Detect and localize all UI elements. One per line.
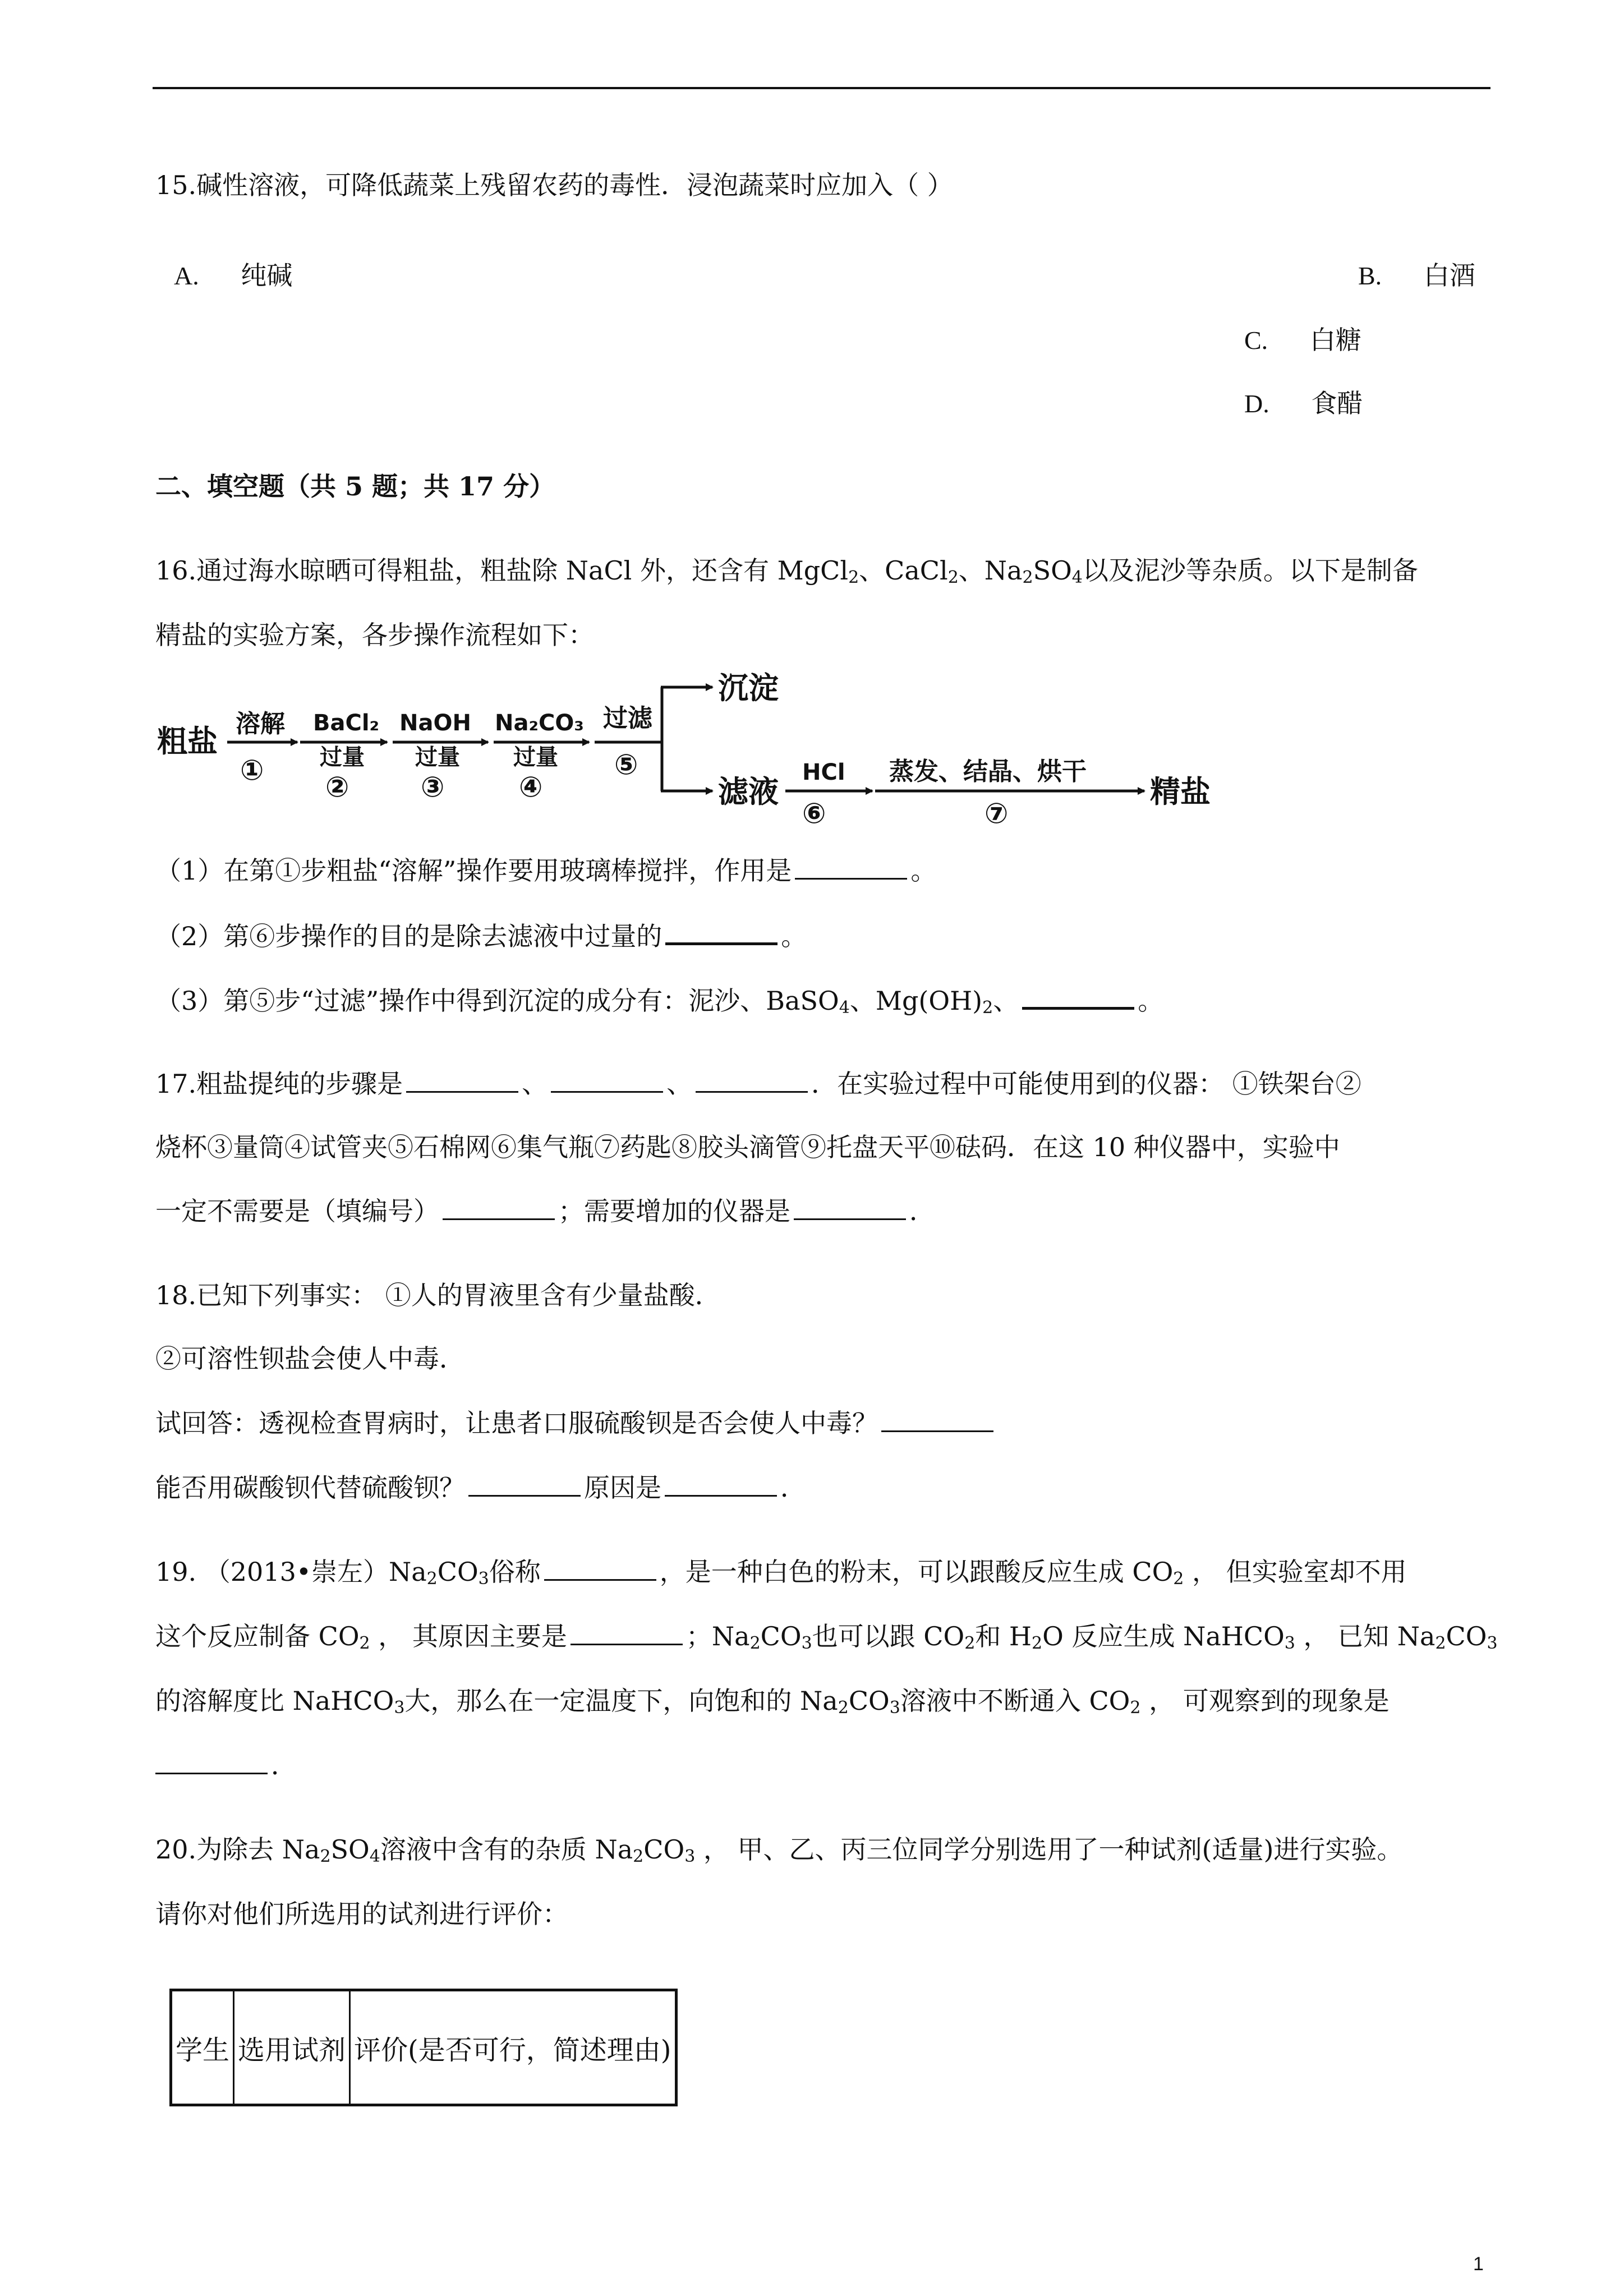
option-letter: C. <box>1244 326 1268 355</box>
step5-label: 过滤 <box>603 704 652 733</box>
text: 溶液中含有的杂质 Na <box>380 1834 633 1865</box>
step3-reagent: NaOH <box>399 710 471 736</box>
header-student: 学生 <box>171 1990 234 2105</box>
text: ，是一种白色的粉末，可以跟酸反应生成 CO <box>659 1557 1174 1587</box>
subscript: 2 <box>1022 568 1033 587</box>
text: （3）第⑤步“过滤”操作中得到沉淀的成分有：泥沙、BaSO <box>155 986 839 1016</box>
text: （1）在第①步粗盐“溶解”操作要用玻璃棒搅拌，作用是 <box>155 855 792 886</box>
option-letter: D. <box>1244 389 1269 418</box>
subscript: 3 <box>1284 1634 1295 1653</box>
step4-number: ④ <box>519 771 543 803</box>
q17-line3 <box>155 1196 935 1227</box>
text: O 反应生成 NaHCO <box>1042 1621 1285 1651</box>
text: ， 可观察到的现象是 <box>1140 1686 1390 1716</box>
text: 原因是 <box>584 1473 661 1503</box>
text: 这个反应制备 CO <box>155 1621 360 1651</box>
subscript: 2 <box>320 1847 331 1866</box>
subscript: 2 <box>359 1634 370 1653</box>
text: 大，那么在一定温度下，向饱和的 Na <box>404 1686 838 1716</box>
text: CO <box>1446 1621 1487 1651</box>
q19-line2 <box>155 1621 1498 1652</box>
text: ， 已知 Na <box>1295 1621 1436 1651</box>
option-letter: A. <box>174 261 199 290</box>
header-reagent: 选用试剂 <box>234 1990 350 2105</box>
step1-number: ① <box>240 754 264 786</box>
subscript: 2 <box>1173 1569 1184 1589</box>
subscript: 4 <box>839 998 850 1018</box>
text: 试回答：透视检查胃病时，让患者口服硫酸钡是否会使人中毒？ <box>155 1408 878 1438</box>
table-header-row <box>171 1990 677 2105</box>
step2-excess: 过量 <box>320 744 365 770</box>
subscript: 4 <box>369 1847 380 1866</box>
subscript: 2 <box>838 1698 849 1718</box>
answer-blank[interactable] <box>571 1621 683 1645</box>
q15-stem: 15.碱性溶液，可降低蔬菜上残留农药的毒性．浸泡蔬菜时应加入（ ） <box>155 170 953 200</box>
text: 、CaCl <box>859 555 948 586</box>
answer-blank[interactable] <box>443 1196 555 1220</box>
subscript: 2 <box>749 1634 761 1653</box>
subscript: 3 <box>801 1634 812 1653</box>
option-letter: B. <box>1358 261 1382 290</box>
subscript: 2 <box>1435 1634 1446 1653</box>
answer-blank[interactable] <box>155 1750 268 1774</box>
text: 17.粗盐提纯的步骤是 <box>155 1069 403 1099</box>
text: ． <box>909 1196 935 1226</box>
flow-end: 精盐 <box>1150 774 1211 809</box>
text: 、Na <box>958 555 1023 586</box>
step5-number: ⑤ <box>614 748 638 781</box>
header-rule <box>153 87 1490 89</box>
answer-blank[interactable] <box>551 1069 663 1093</box>
page-number: 1 <box>1473 2253 1484 2275</box>
text: SO <box>1033 555 1072 586</box>
text: 能否用碳酸钡代替硫酸钡？ <box>155 1473 465 1503</box>
evaluation-table <box>169 1989 678 2106</box>
text: CO <box>848 1686 890 1716</box>
answer-blank[interactable] <box>696 1069 808 1093</box>
q15-option-b <box>1358 255 1475 292</box>
q16-sub2 <box>155 920 807 952</box>
text: 的溶解度比 NaHCO <box>155 1686 394 1716</box>
q16-sub1 <box>155 855 936 886</box>
subscript: 2 <box>426 1569 438 1589</box>
filtrate-label: 滤液 <box>718 774 779 809</box>
text: CO <box>437 1557 479 1587</box>
text: CO <box>643 1834 685 1865</box>
text: 、 <box>522 1069 548 1099</box>
text: 。 <box>910 855 937 886</box>
text: 19. （2013•崇左）Na <box>155 1557 427 1587</box>
salt-purification-flowchart <box>157 670 1257 839</box>
subscript: 4 <box>1071 568 1083 587</box>
q19-line1 <box>155 1557 1407 1588</box>
q15-option-a <box>174 255 292 292</box>
subscript: 2 <box>848 568 859 587</box>
text: ， 其原因主要是 <box>370 1621 567 1651</box>
text: ．在实验过程中可能使用到的仪器： ①铁架台② <box>811 1069 1361 1099</box>
section-title: 二、填空题（共 5 题；共 17 分） <box>155 471 555 501</box>
step7-label: 蒸发、结晶、烘干 <box>889 757 1087 786</box>
text: （2）第⑥步操作的目的是除去滤液中过量的 <box>155 921 663 951</box>
text: 一定不需要是（填编号） <box>155 1196 439 1226</box>
text: 。 <box>1138 986 1164 1016</box>
q15-option-c <box>1244 320 1361 357</box>
text: SO <box>330 1834 370 1865</box>
subscript: 3 <box>478 1569 489 1589</box>
q18-line1: 18.已知下列事实： ①人的胃液里含有少量盐酸． <box>155 1280 721 1310</box>
text: ；需要增加的仪器是 <box>558 1196 790 1226</box>
q16-sub3 <box>155 984 1163 1016</box>
header-evaluation: 评价(是否可行，简述理由) <box>350 1990 676 2105</box>
flow-start: 粗盐 <box>157 724 218 759</box>
step1-label: 溶解 <box>236 710 285 738</box>
text: 也可以跟 CO <box>812 1621 965 1651</box>
text: ． <box>271 1750 297 1780</box>
q16-line2: 精盐的实验方案，各步操作流程如下： <box>155 620 594 650</box>
text: 和 H <box>975 1621 1032 1651</box>
subscript: 2 <box>982 998 993 1018</box>
step3-excess: 过量 <box>415 744 460 770</box>
q18-line4 <box>155 1473 806 1503</box>
text: ， 但实验室却不用 <box>1184 1557 1407 1587</box>
text: 、Mg(OH) <box>849 986 983 1016</box>
subscript: 3 <box>1487 1634 1498 1653</box>
q17-line2: 烧杯③量筒④试管夹⑤石棉网⑥集气瓶⑦药匙⑧胶头滴管⑨托盘天平⑩砝码．在这 10 种仪器中，实验中 <box>155 1132 1340 1162</box>
q19-line3 <box>155 1686 1390 1717</box>
step4-reagent: Na₂CO₃ <box>495 710 584 736</box>
step2-number: ② <box>325 771 349 803</box>
subscript: 2 <box>633 1847 644 1866</box>
subscript: 2 <box>947 568 959 587</box>
answer-blank[interactable] <box>406 1069 518 1093</box>
q20-line1 <box>155 1834 1402 1865</box>
text: 。 <box>781 921 807 951</box>
subscript: 3 <box>684 1847 696 1866</box>
q18-line2: ②可溶性钡盐会使人中毒． <box>155 1343 465 1374</box>
text: 俗称 <box>489 1557 541 1587</box>
q19-line4 <box>155 1750 297 1781</box>
text: ， 甲、乙、丙三位同学分别选用了一种试剂(适量)进行实验。 <box>695 1834 1403 1865</box>
answer-blank[interactable] <box>794 1196 906 1220</box>
text: 以及泥沙等杂质。以下是制备 <box>1082 555 1418 586</box>
answer-blank[interactable] <box>881 1408 993 1432</box>
answer-blank[interactable] <box>468 1473 581 1497</box>
subscript: 2 <box>1130 1698 1141 1718</box>
option-text: 白糖 <box>1309 325 1361 355</box>
option-text: 食醋 <box>1311 388 1363 418</box>
step6-number: ⑥ <box>802 797 826 830</box>
subscript: 3 <box>394 1698 405 1718</box>
option-text: 白酒 <box>1423 260 1475 291</box>
text: CO <box>760 1621 802 1651</box>
subscript: 2 <box>964 1634 976 1653</box>
option-text: 纯碱 <box>241 260 293 291</box>
step4-excess: 过量 <box>513 744 558 770</box>
text: 16.通过海水晾晒可得粗盐，粗盐除 NaCl 外，还含有 MgCl <box>155 555 849 586</box>
precipitate-label: 沉淀 <box>718 670 779 706</box>
text: ；Na <box>686 1621 750 1651</box>
answer-blank[interactable] <box>665 920 778 945</box>
step2-reagent: BaCl₂ <box>313 710 380 736</box>
text: 20.为除去 Na <box>155 1834 320 1865</box>
answer-blank[interactable] <box>544 1557 656 1581</box>
q17-line1 <box>155 1069 1361 1099</box>
text: ． <box>780 1473 806 1503</box>
q20-line2: 请你对他们所选用的试剂进行评价： <box>155 1899 568 1929</box>
text: 溶液中不断通入 CO <box>900 1686 1130 1716</box>
q16-line1 <box>155 555 1418 586</box>
subscript: 2 <box>1032 1634 1043 1653</box>
step3-number: ③ <box>421 771 445 803</box>
text: 、 <box>993 986 1019 1016</box>
q15-option-d <box>1244 383 1363 420</box>
answer-blank[interactable] <box>795 855 907 880</box>
answer-blank[interactable] <box>665 1473 777 1497</box>
step7-number: ⑦ <box>984 797 1009 830</box>
text: 、 <box>666 1069 693 1099</box>
subscript: 3 <box>889 1698 900 1718</box>
q18-line3 <box>155 1408 997 1439</box>
answer-blank[interactable] <box>1022 984 1134 1010</box>
step6-reagent: HCl <box>802 760 845 785</box>
